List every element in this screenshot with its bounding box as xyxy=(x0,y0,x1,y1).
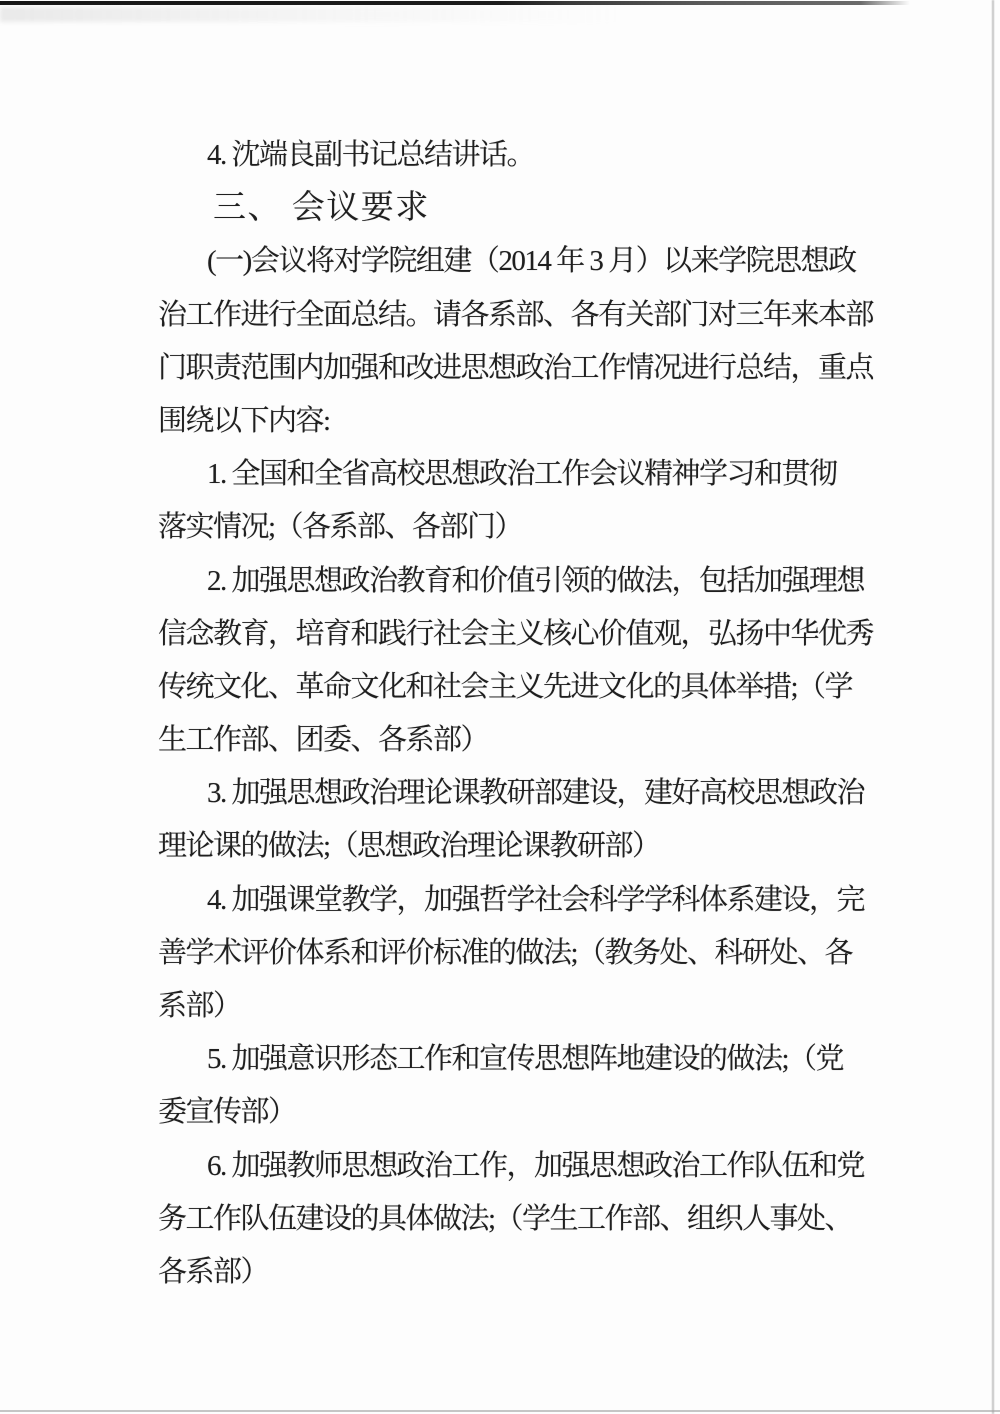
document-text-line: 务工作队伍建设的具体做法;（学生工作部、组织人事处、 xyxy=(158,1202,853,1235)
document-text-line: 系部） xyxy=(158,990,241,1022)
document-text-line: 2. 加强思想政治教育和价值引领的做法，包括加强理想 xyxy=(207,564,865,597)
scan-edge-top-artifact xyxy=(0,1,1000,5)
document-text-line: 5. 加强意识形态工作和宣传思想阵地建设的做法;（党 xyxy=(207,1043,844,1076)
scan-edge-bottom-artifact xyxy=(0,1410,1000,1412)
document-text-line: 委宣传部） xyxy=(158,1096,296,1129)
scan-smudge-artifact xyxy=(0,7,620,22)
document-text-line: 围绕以下内容: xyxy=(158,404,330,437)
document-text-line: 4. 沈端良副书记总结讲话。 xyxy=(207,139,535,171)
document-text-line: 善学术评价体系和评价标准的做法;（教务处、科研处、各 xyxy=(158,936,853,969)
document-body xyxy=(158,129,872,1299)
document-text-line: 信念教育，培育和践行社会主义核心价值观，弘扬中华优秀 xyxy=(158,617,874,650)
document-text-line: 生工作部、团委、各系部） xyxy=(158,724,489,757)
document-text-line: 治工作进行全面总结。请各系部、各有关部门对三年来本部 xyxy=(158,298,874,331)
document-text-line: 各系部） xyxy=(158,1255,269,1288)
document-text-line: 6. 加强教师思想政治工作，加强思想政治工作队伍和党 xyxy=(207,1149,865,1182)
document-text-line: (一)会议将对学院组建（2014 年 3 月）以来学院思想政 xyxy=(207,245,856,278)
document-text-line: 3. 加强思想政治理论课教研部建设，建好高校思想政治 xyxy=(207,777,865,810)
scan-edge-right-artifact xyxy=(992,0,994,1414)
document-text-line: 落实情况;（各系部、各部门） xyxy=(158,511,523,544)
document-text-line: 4. 加强课堂教学，加强哲学社会科学学科体系建设，完 xyxy=(207,883,865,916)
document-text-line: 门职责范围内加强和改进思想政治工作情况进行总结，重点 xyxy=(158,351,874,384)
document-text-line: 理论课的做法;（思想政治理论课教研部） xyxy=(158,830,660,863)
document-text-line: 传统文化、革命文化和社会主义先进文化的具体举措;（学 xyxy=(158,670,853,703)
document-text-line: 1. 全国和全省高校思想政治工作会议精神学习和贯彻 xyxy=(207,458,837,491)
section-heading: 三、 会议要求 xyxy=(213,190,430,227)
